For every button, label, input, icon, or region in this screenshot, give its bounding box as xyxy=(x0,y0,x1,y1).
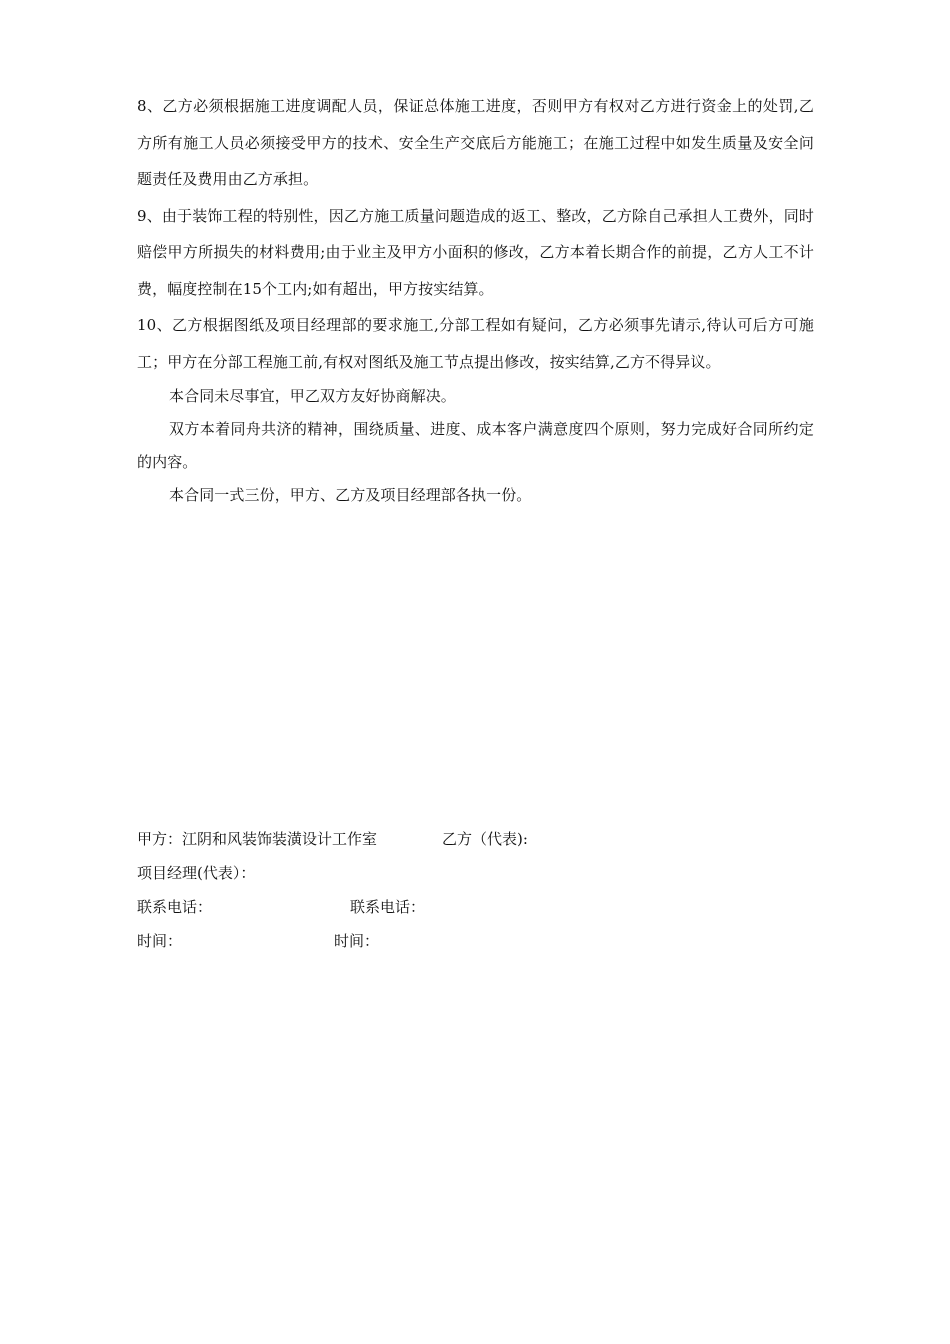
clause-10: 10、乙方根据图纸及项目经理部的要求施工,分部工程如有疑问，乙方必须事先请示,待认可后方可施工；甲方在分部工程施工前,有权对图纸及施工节点提出修改，按实结算,乙方不得异议。 xyxy=(137,316,814,371)
closing-paragraph-3: 本合同一式三份，甲方、乙方及项目经理部各执一份。 xyxy=(169,486,532,504)
phone-a-label: 联系电话： xyxy=(137,898,213,916)
clause-9: 9、由于装饰工程的特别性，因乙方施工质量问题造成的返工、整改，乙方除自己承担人工费外，同时赔偿甲方所损失的材料费用;由于业主及甲方小面积的修改，乙方本着长期合作的前提，乙方人工不计费，幅度控制在15个工内;如有超出，甲方按实结算。 xyxy=(137,206,814,298)
clause-8: 8、乙方必须根据施工进度调配人员，保证总体施工进度，否则甲方有权对乙方进行资金上的处罚,乙方所有施工人员必须接受甲方的技术、安全生产交底后方能施工；在施工过程中如发生质量及安全问题责任及费用由乙方承担。 xyxy=(137,97,814,188)
signature-row-phone xyxy=(137,890,814,924)
signature-row-manager xyxy=(137,856,814,890)
party-b-label: 乙方（代表): xyxy=(442,830,528,848)
project-manager-label: 项目经理(代表）： xyxy=(137,864,256,882)
time-a-label: 时间： xyxy=(137,932,183,950)
party-a-label: 甲方：江阴和风装饰装潢设计工作室 xyxy=(137,830,378,848)
signature-row-time xyxy=(137,924,814,958)
contract-body xyxy=(137,88,814,512)
signature-row-parties xyxy=(137,822,814,856)
closing-paragraph-1: 本合同未尽事宜，甲乙双方友好协商解决。 xyxy=(169,387,456,405)
phone-b-label: 联系电话： xyxy=(350,898,426,916)
signature-block xyxy=(137,822,814,958)
closing-paragraph-2: 双方本着同舟共济的精神，围绕质量、进度、成本客户满意度四个原则，努力完成好合同所约定的内容。 xyxy=(137,420,814,471)
time-b-label: 时间： xyxy=(334,932,380,950)
